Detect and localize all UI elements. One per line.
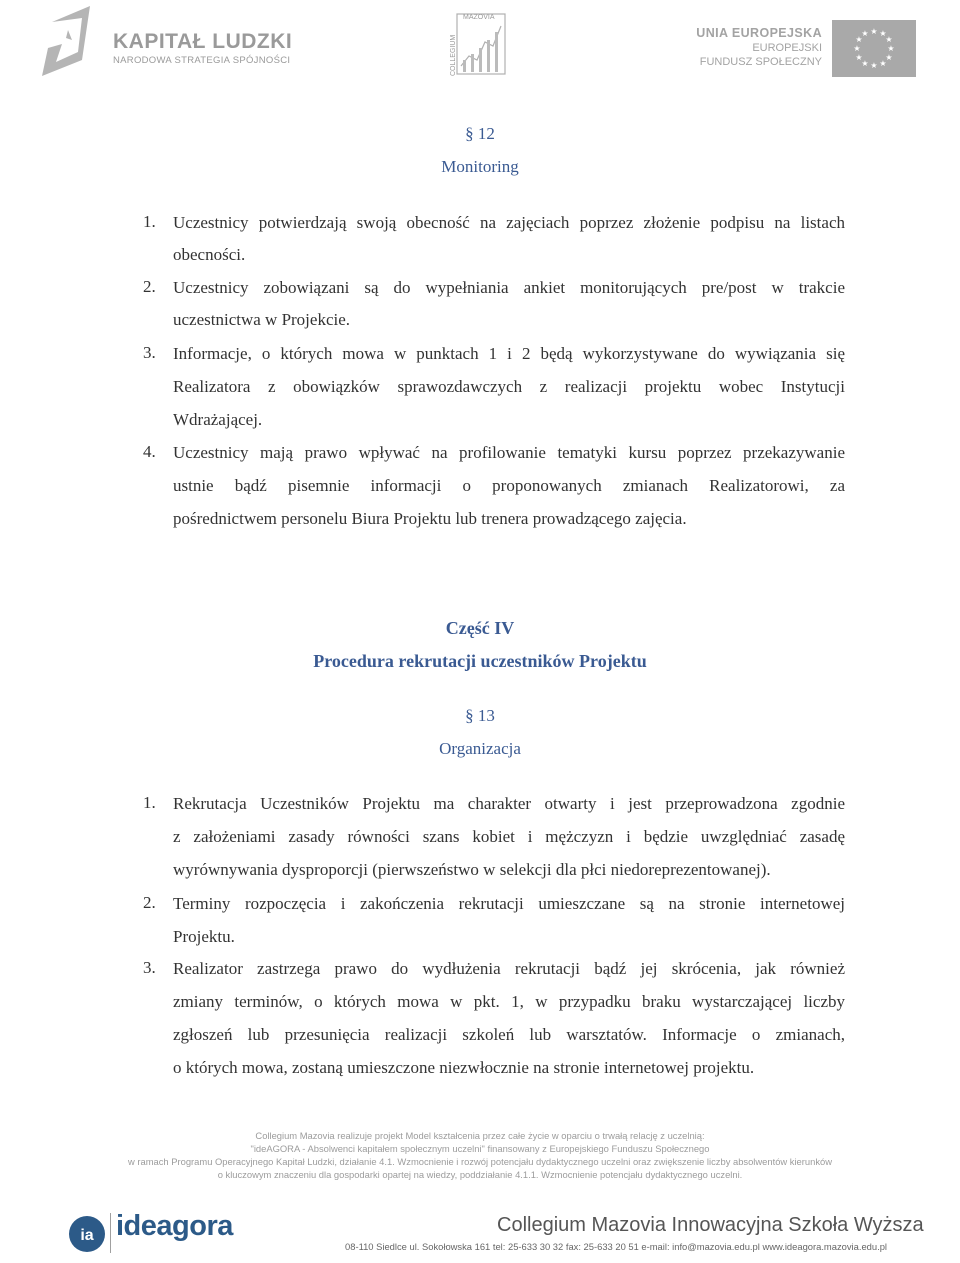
s12-item-3-line-2: Realizatora z obowiązków sprawozdawczych z realizacji projektu wobec Instytucji [173,377,845,396]
s13-item-2-line-1: Terminy rozpoczęcia i zakończenia rekrutacji umieszczane są na stronie internetowej [173,894,845,913]
s13-item-2-line-2: Projektu. [173,927,235,946]
svg-text:★: ★ [885,53,893,62]
section-13-title: Organizacja [439,739,521,758]
section-13-number: § 13 [465,706,495,725]
kapital-ludzki-logo-icon [38,4,112,84]
svg-text:★: ★ [887,44,895,53]
collegium-mazovia-address: 08-110 Siedlce ul. Sokołowska 161 tel: 25-633 30 32 fax: 25-633 20 51 e-mail: info@mazovia.edu.pl www.ideagora.mazovia.edu.pl [345,1241,887,1252]
svg-text:★: ★ [855,35,863,44]
s12-item-1-line-2: obecności. [173,245,246,264]
s12-item-1-line-1: Uczestnicy potwierdzają swoją obecność na zajęciach poprzez złożenie podpisu na listach [173,213,845,232]
collegium-mazovia-logo-icon [447,10,509,80]
ia-logo-icon [68,1215,106,1253]
s13-item-1-line-2: z założeniami zasady równości szans kobiet i mężczyzn i będzie uwzględniać zasadę [173,827,845,846]
svg-text:★: ★ [870,61,878,70]
s12-item-4-line-2: ustnie bądź pisemnie informacji o proponowanych zmianach Realizatorowi, za [173,476,845,495]
ideagora-logo: ideagora [116,1210,233,1242]
s12-item-4-line-3: pośrednictwem personelu Biura Projektu lub trenera prowadzącego zajęcia. [173,509,687,528]
ue-title: UNIA EUROPEJSKA [696,26,822,40]
svg-text:★: ★ [870,27,878,36]
s13-item-3-line-1: Realizator zastrzega prawo do wydłużenia rekrutacji bądź jej skrócenia, jak również [173,959,845,978]
svg-text:★: ★ [885,35,893,44]
s12-item-2-line-1: Uczestnicy zobowiązani są do wypełniania ankiet monitorujących pre/post w trakcie [173,278,845,297]
svg-text:★: ★ [855,53,863,62]
ue-fund-line2: FUNDUSZ SPOŁECZNY [699,56,822,68]
svg-text:COLLEGIUM: COLLEGIUM [450,34,457,76]
s12-item-1-num: 1. [143,212,156,231]
footer-line-3: w ramach Programu Operacyjnego Kapitał Ludzki, działanie 4.1. Wzmocnienie i rozwój potencjału dydaktycznego uczelni oraz zwiększenie liczby absolwentów kierunków [128,1156,832,1167]
footer-line-4: o kluczowym znaczeniu dla gospodarki opartej na wiedzy, poddziałanie 4.1.1. Wzmocnienie potencjału dydaktycznego uczelni. [217,1169,743,1180]
part-title: Część IV [445,618,515,638]
s12-item-3-line-3: Wdrażającej. [173,410,263,429]
collegium-mazovia-name: Collegium Mazovia Innowacyjna Szkoła Wyższa [497,1214,924,1236]
section-12-title: Monitoring [441,157,519,176]
s13-item-3-line-3: zgłoszeń lub przesunięcia realizacji szkoleń lub warsztatów. Informacje o zmianach, [173,1025,845,1044]
s12-item-2-num: 2. [143,277,156,296]
s12-item-3-line-1: Informacje, o których mowa w punktach 1 i 2 będą wykorzystywane do wywiązania się [173,344,845,363]
kapital-ludzki-subtitle: NARODOWA STRATEGIA SPÓJNOŚCI [113,55,291,66]
s13-item-2-num: 2. [143,893,156,912]
svg-text:MAZOVIA: MAZOVIA [463,14,495,21]
svg-text:★: ★ [861,29,869,38]
footer-divider [110,1213,111,1253]
svg-text:ia: ia [80,1227,94,1244]
s13-item-3-num: 3. [143,958,156,977]
section-12-number: § 12 [465,124,495,143]
ue-fund-line1: EUROPEJSKI [752,42,822,54]
svg-text:★: ★ [879,59,887,68]
s13-item-1-num: 1. [143,793,156,812]
s13-item-1-line-3: wyrównywania dysproporcji (pierwszeństwo w selekcji dla płci niedoreprezentowanej). [173,860,771,879]
s13-item-3-line-2: zmiany terminów, o których mowa w pkt. 1, w przypadku braku wystarczającej liczby [173,992,845,1011]
footer-line-1: Collegium Mazovia realizuje projekt Model kształcenia przez całe życie w oparciu o trwałą relację z uczelnią: [255,1130,705,1141]
kapital-ludzki-title: KAPITAŁ LUDZKI [113,30,293,53]
part-subtitle: Procedura rekrutacji uczestników Projektu [313,651,647,671]
eu-flag-icon [832,20,916,77]
svg-text:★: ★ [861,59,869,68]
s12-item-4-num: 4. [143,442,156,461]
s13-item-3-line-4: o których mowa, zostaną umieszczone niezwłocznie na stronie internetowej projektu. [173,1058,755,1077]
footer-line-2: "ideAGORA - Absolwenci kapitałem społecznym uczelni" finansowany z Europejskiego Funduszu Społecznego [250,1143,710,1154]
s12-item-3-num: 3. [143,343,156,362]
s13-item-1-line-1: Rekrutacja Uczestników Projektu ma charakter otwarty i jest przeprowadzona zgodnie [173,794,845,813]
svg-text:★: ★ [853,44,861,53]
s12-item-4-line-1: Uczestnicy mają prawo wpływać na profilowanie tematyki kursu poprzez przekazywanie [173,443,845,462]
svg-text:★: ★ [879,29,887,38]
s12-item-2-line-2: uczestnictwa w Projekcie. [173,310,351,329]
